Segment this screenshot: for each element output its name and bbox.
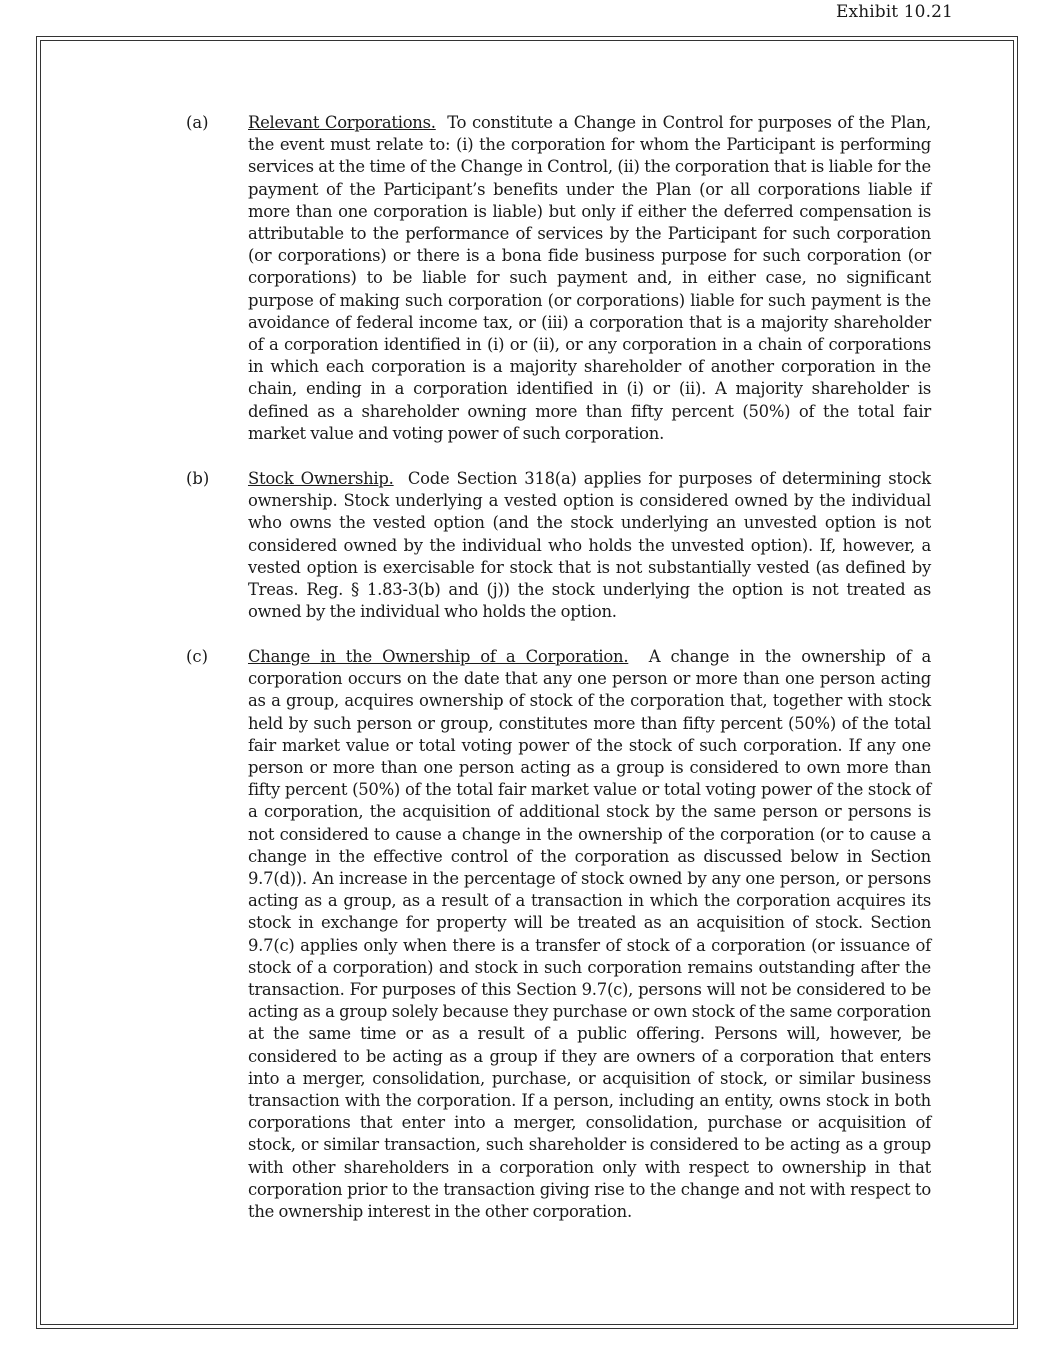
exhibit-label: Exhibit 10.21 (836, 2, 953, 22)
section-paragraph (248, 112, 931, 445)
section-heading: Relevant Corporations. (248, 113, 436, 132)
section-body: A change in the ownership of a corporation occurs on the date that any one person or more than one person acting as a group, acquires ownership of stock of the corporation that, together with stock held by such person or group, constitutes more than fifty percent (50%) of the total fair market value or total voting power of the stock of such corporation. If any one person or more than one person acting as a group is considered to own more than fifty percent (50%) of the total fair market value or total voting power of the stock of a corporation, the acquisition of additional stock by the same person or persons is not considered to cause a change in the ownership of the corporation (or to cause a change in the effective control of the corporation as discussed below in Section 9.7(d)). An increase in the percentage of stock owned by any one person, or persons acting as a group, as a result of a transaction in which the corporation acquires its stock in exchange for property will be treated as an acquisition of stock. Section 9.7(c) applies only when there is a transfer of stock of a corporation (or issuance of stock of a corporation) and stock in such corporation remains outstanding after the transaction. For purposes of this Section 9.7(c), persons will not be considered to be acting as a group solely because they purchase or own stock of the same corporation at the same time or as a result of a public offering. Persons will, however, be considered to be acting as a group if they are owners of a corporation that enters into a merger, consolidation, purchase, or acquisition of stock, or similar business transaction with the corporation. If a person, including an entity, owns stock in both corporations that enter into a merger, consolidation, purchase or acquisition of stock, or similar transaction, such shareholder is considered to be acting as a group with other shareholders in a corporation only with respect to ownership in that corporation prior to the transaction giving rise to the change and not with respect to the ownership interest in the other corporation. (248, 647, 931, 1222)
section-heading: Change in the Ownership of a Corporation. (248, 647, 629, 666)
section-marker: (a) (186, 113, 209, 132)
section-marker: (c) (186, 647, 208, 666)
section-paragraph (248, 646, 931, 1223)
section-body: To constitute a Change in Control for purposes of the Plan, the event must relate to: (i) the corporation for whom the Participant is performing services at the time of the Change in Control, (ii) the corporation that is liable for the payment of the Participant’s benefits under the Plan (or all corporations liable if more than one corporation is liable) but only if either the deferred compensation is attributable to the performance of services by the Participant for such corporation (or corporations) or there is a bona fide business purpose for such corporation (or corporations) to be liable for such payment and, in either case, no significant purpose of making such corporation (or corporations) liable for such payment is the avoidance of federal income tax, or (iii) a corporation that is a majority shareholder of a corporation identified in (i) or (ii), or any corporation in a chain of corporations in which each corporation is a majority shareholder of another corporation in the chain, ending in a corporation identified in (i) or (ii). A majority shareholder is defined as a shareholder owning more than fifty percent (50%) of the total fair market value and voting power of such corporation. (248, 113, 931, 443)
section-heading: Stock Ownership. (248, 469, 394, 488)
section-marker: (b) (186, 469, 210, 488)
section-body: Code Section 318(a) applies for purposes of determining stock ownership. Stock underlying a vested option is considered owned by the individual who owns the vested option (and the stock underlying an unvested option is not considered owned by the individual who holds the unvested option). If, however, a vested option is exercisable for stock that is not substantially vested (as defined by Treas. Reg. § 1.83-3(b) and (j)) the stock underlying the option is not treated as owned by the individual who holds the option. (248, 469, 931, 622)
section-paragraph (248, 468, 931, 623)
